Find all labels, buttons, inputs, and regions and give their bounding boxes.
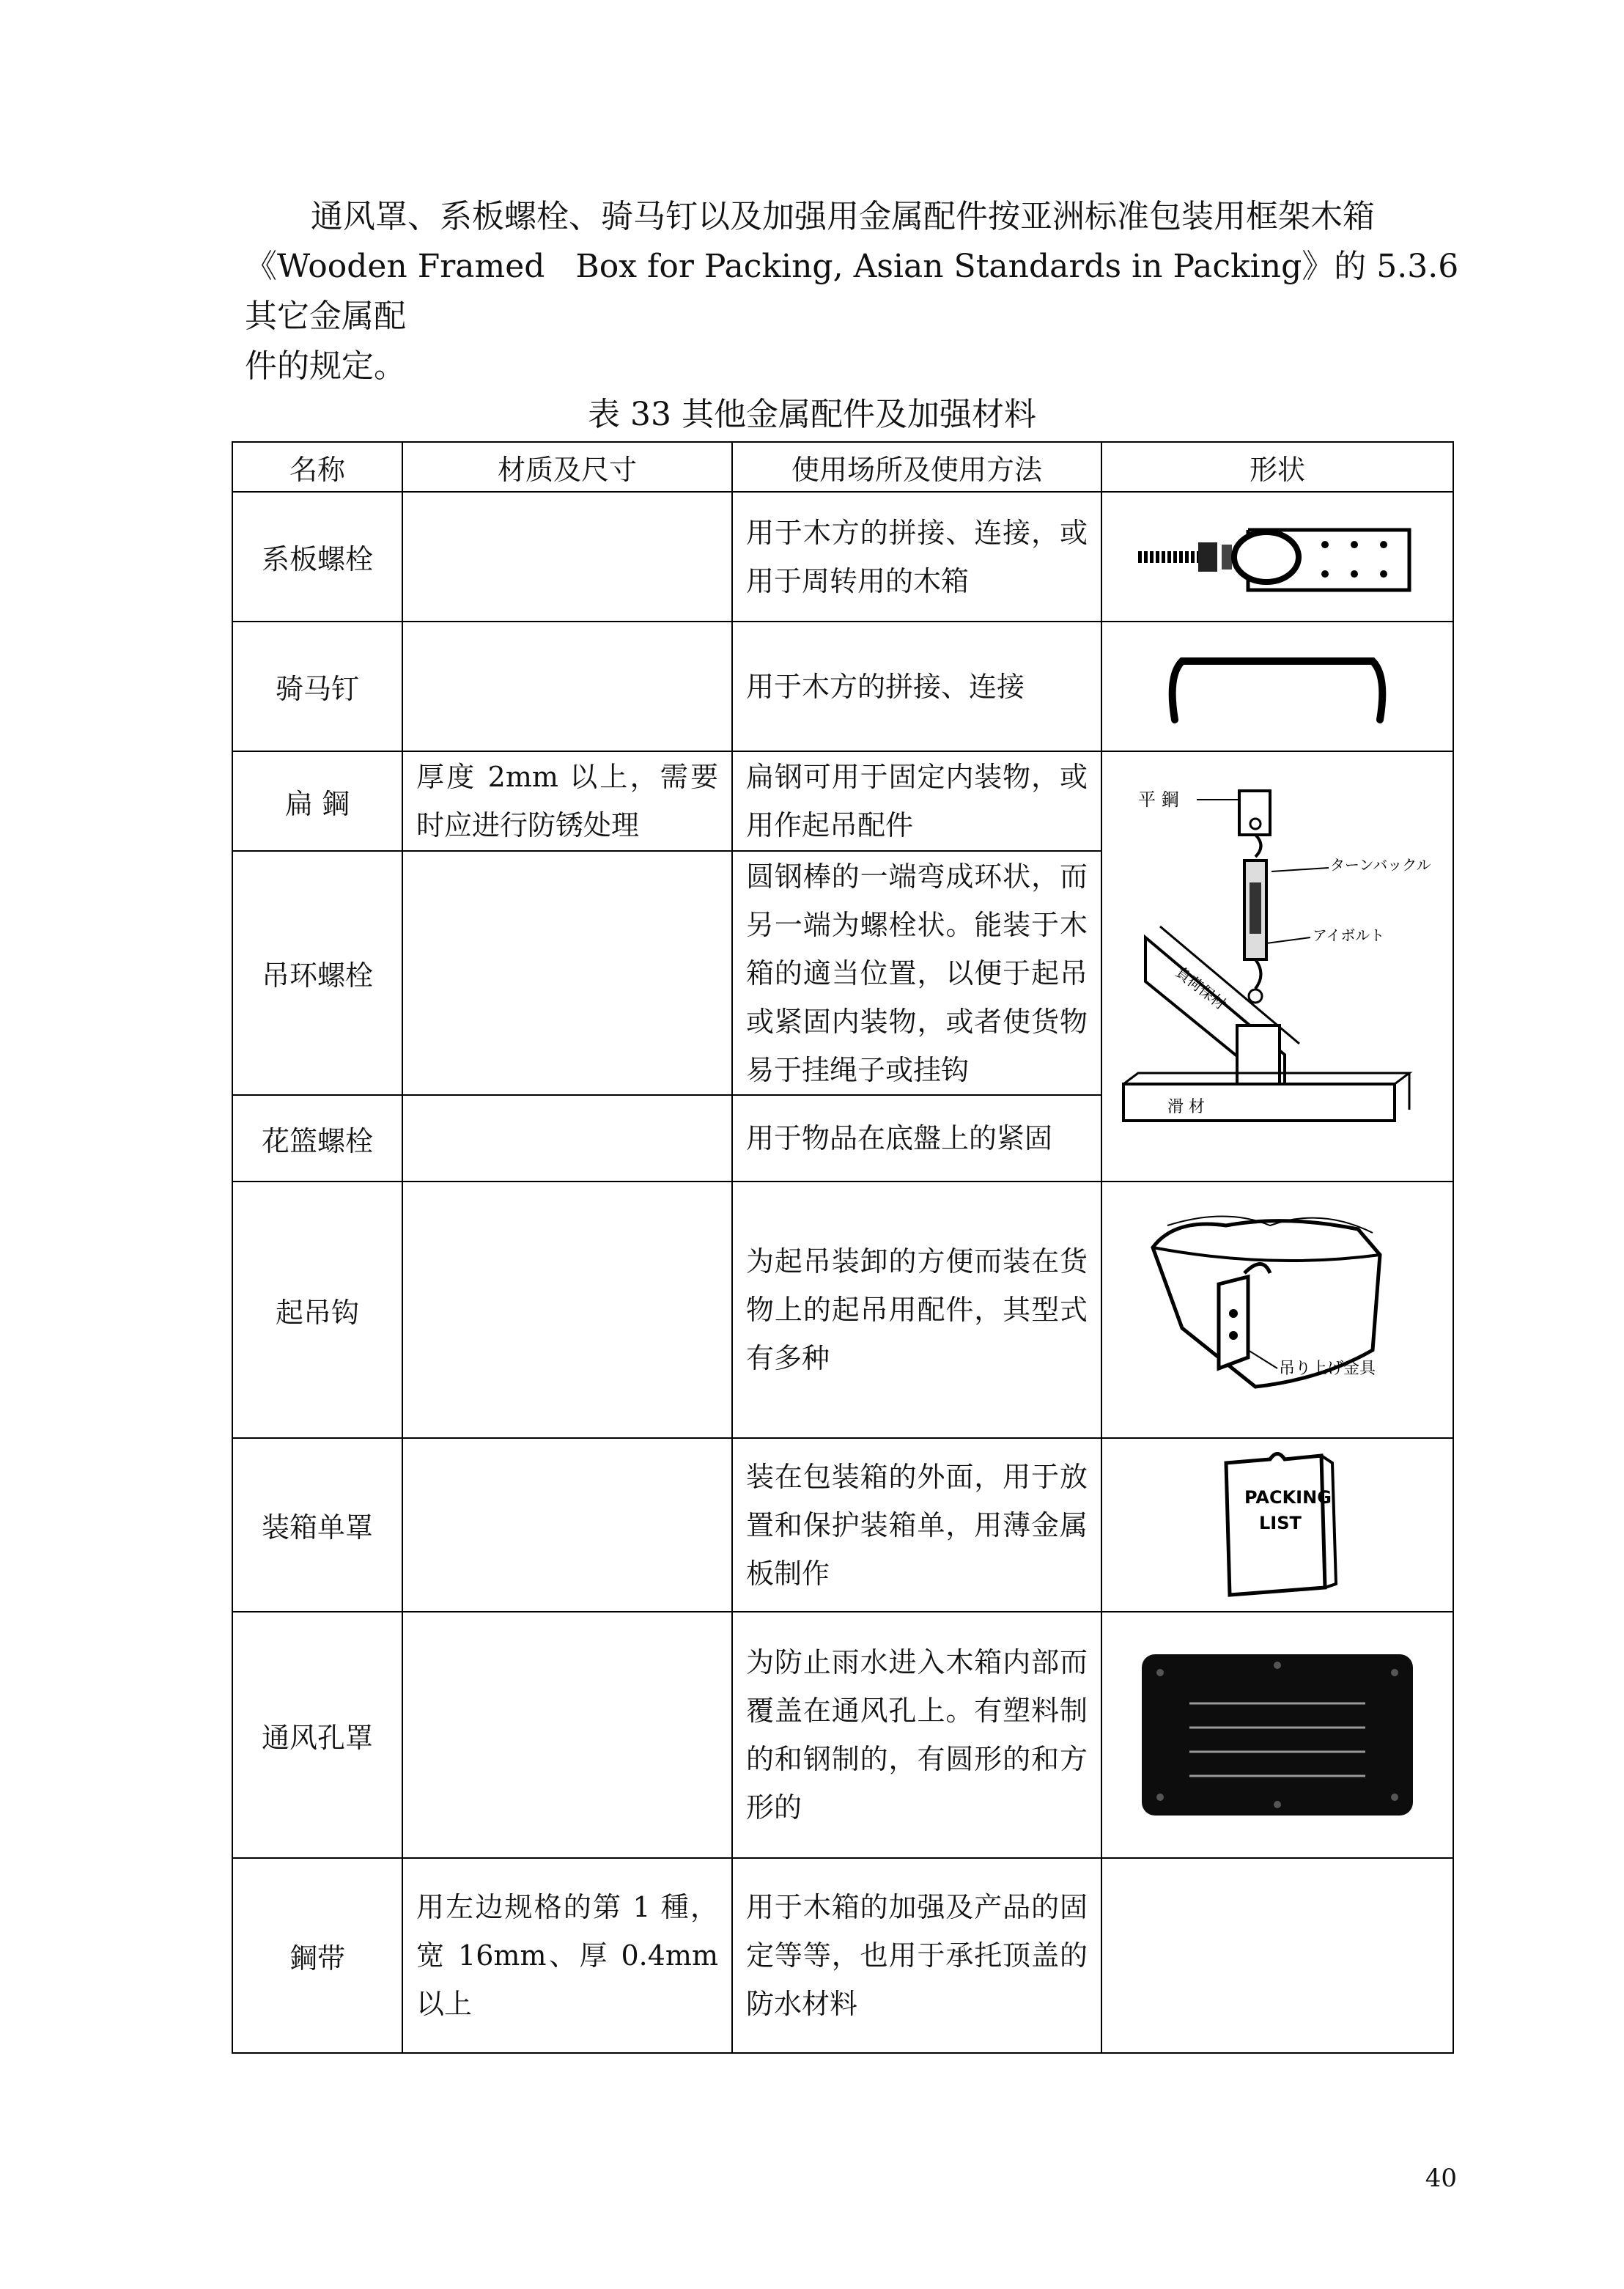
turnbuckle-label: ターンバックル — [1330, 855, 1431, 874]
row-usage: 圆钢棒的一端弯成环状，而另一端为螺栓状。能装于木箱的適当位置，以便于起吊或紧固内装物，或者使货物易于挂绳子或挂钩 — [732, 851, 1101, 1095]
row-name: 花篮螺栓 — [232, 1095, 402, 1182]
turnbuckle-assembly-icon — [1116, 762, 1439, 1172]
row-material — [402, 622, 732, 751]
lifting-hook-figure — [1101, 1182, 1453, 1438]
table-row — [232, 1612, 1453, 1858]
intro-line-1: 通风罩、系板螺栓、骑马钉以及加强用金属配件按亚洲标准包装用框架木箱 — [311, 198, 1375, 235]
row-material — [402, 1612, 732, 1858]
row-material — [402, 1182, 732, 1438]
row-name: 扁 鋼 — [232, 751, 402, 851]
lifting-hook-icon — [1138, 1204, 1417, 1416]
table-row — [232, 622, 1453, 751]
eyebolt-label: アイボルト — [1313, 926, 1385, 944]
page-number: 40 — [1425, 2164, 1457, 2193]
row-name: 吊环螺栓 — [232, 851, 402, 1095]
tie-plate-bolt-figure — [1101, 492, 1453, 622]
row-usage: 用于木方的拼接、连接 — [732, 622, 1101, 751]
row-usage: 扁钢可用于固定内装物，或用作起吊配件 — [732, 751, 1101, 851]
row-material — [402, 492, 732, 622]
load-member-label: 負荷保材 — [1172, 962, 1230, 1013]
header-usage: 使用场所及使用方法 — [732, 442, 1101, 492]
turnbuckle-assembly-figure — [1101, 751, 1453, 1182]
row-usage: 为起吊装卸的方便而装在货物上的起吊用配件，其型式有多种 — [732, 1182, 1101, 1438]
table-row — [232, 1858, 1453, 2053]
row-material: 厚度 2mm 以上，需要时应进行防锈处理 — [402, 751, 732, 851]
table-row — [232, 492, 1453, 622]
header-name: 名称 — [232, 442, 402, 492]
tie-plate-bolt-icon — [1131, 517, 1424, 597]
row-material: 用左边规格的第 1 種，宽 16mm、厚 0.4mm 以上 — [402, 1858, 732, 2053]
row-material — [402, 1095, 732, 1182]
row-usage: 为防止雨水进入木箱内部而覆盖在通风孔上。有塑料制的和钢制的，有圆形的和方形的 — [732, 1612, 1101, 1858]
header-shape: 形状 — [1101, 442, 1453, 492]
row-material — [402, 851, 732, 1095]
lifting-hook-label: 吊り上げ金具 — [1279, 1360, 1376, 1378]
packing-list-line1: PACKING — [1244, 1486, 1332, 1508]
row-usage: 用于物品在底盤上的紧固 — [732, 1095, 1101, 1182]
row-usage: 用于木方的拼接、连接，或用于周转用的木箱 — [732, 492, 1101, 622]
vent-cover-figure — [1101, 1612, 1453, 1858]
row-name: 骑马钉 — [232, 622, 402, 751]
skid-label: 滑 材 — [1167, 1097, 1205, 1116]
row-name: 起吊钩 — [232, 1182, 402, 1438]
staple-icon — [1160, 646, 1395, 727]
table-header-row — [232, 442, 1453, 492]
row-usage: 用于木箱的加强及产品的固定等等，也用于承托顶盖的防水材料 — [732, 1858, 1101, 2053]
header-material: 材质及尺寸 — [402, 442, 732, 492]
packing-list-cover-figure — [1101, 1438, 1453, 1612]
table-caption: 表 33 其他金属配件及加强材料 — [588, 396, 1036, 433]
intro-line-3: 件的规定。 — [245, 347, 406, 385]
vent-cover-icon — [1138, 1651, 1417, 1819]
row-name: 鋼带 — [232, 1858, 402, 2053]
flat-steel-label: 平 鋼 — [1138, 789, 1179, 810]
metal-fittings-table — [232, 441, 1454, 2054]
staple-figure — [1101, 622, 1453, 751]
row-usage: 装在包装箱的外面，用于放置和保护装箱单，用薄金属板制作 — [732, 1438, 1101, 1612]
steel-strap-shape-empty — [1101, 1858, 1453, 2053]
table-row — [232, 1182, 1453, 1438]
table-row — [232, 751, 1453, 851]
row-name: 系板螺栓 — [232, 492, 402, 622]
packing-list-line2: LIST — [1259, 1512, 1302, 1533]
intro-paragraph — [245, 192, 1461, 391]
packing-list-cover-icon — [1204, 1448, 1351, 1602]
intro-line-2: 《Wooden Framed Box for Packing, Asian Standards in Packing》的 5.3.6 其它金属配 — [245, 248, 1459, 335]
table-row — [232, 1438, 1453, 1612]
row-material — [402, 1438, 732, 1612]
row-name: 装箱单罩 — [232, 1438, 402, 1612]
row-name: 通风孔罩 — [232, 1612, 402, 1858]
